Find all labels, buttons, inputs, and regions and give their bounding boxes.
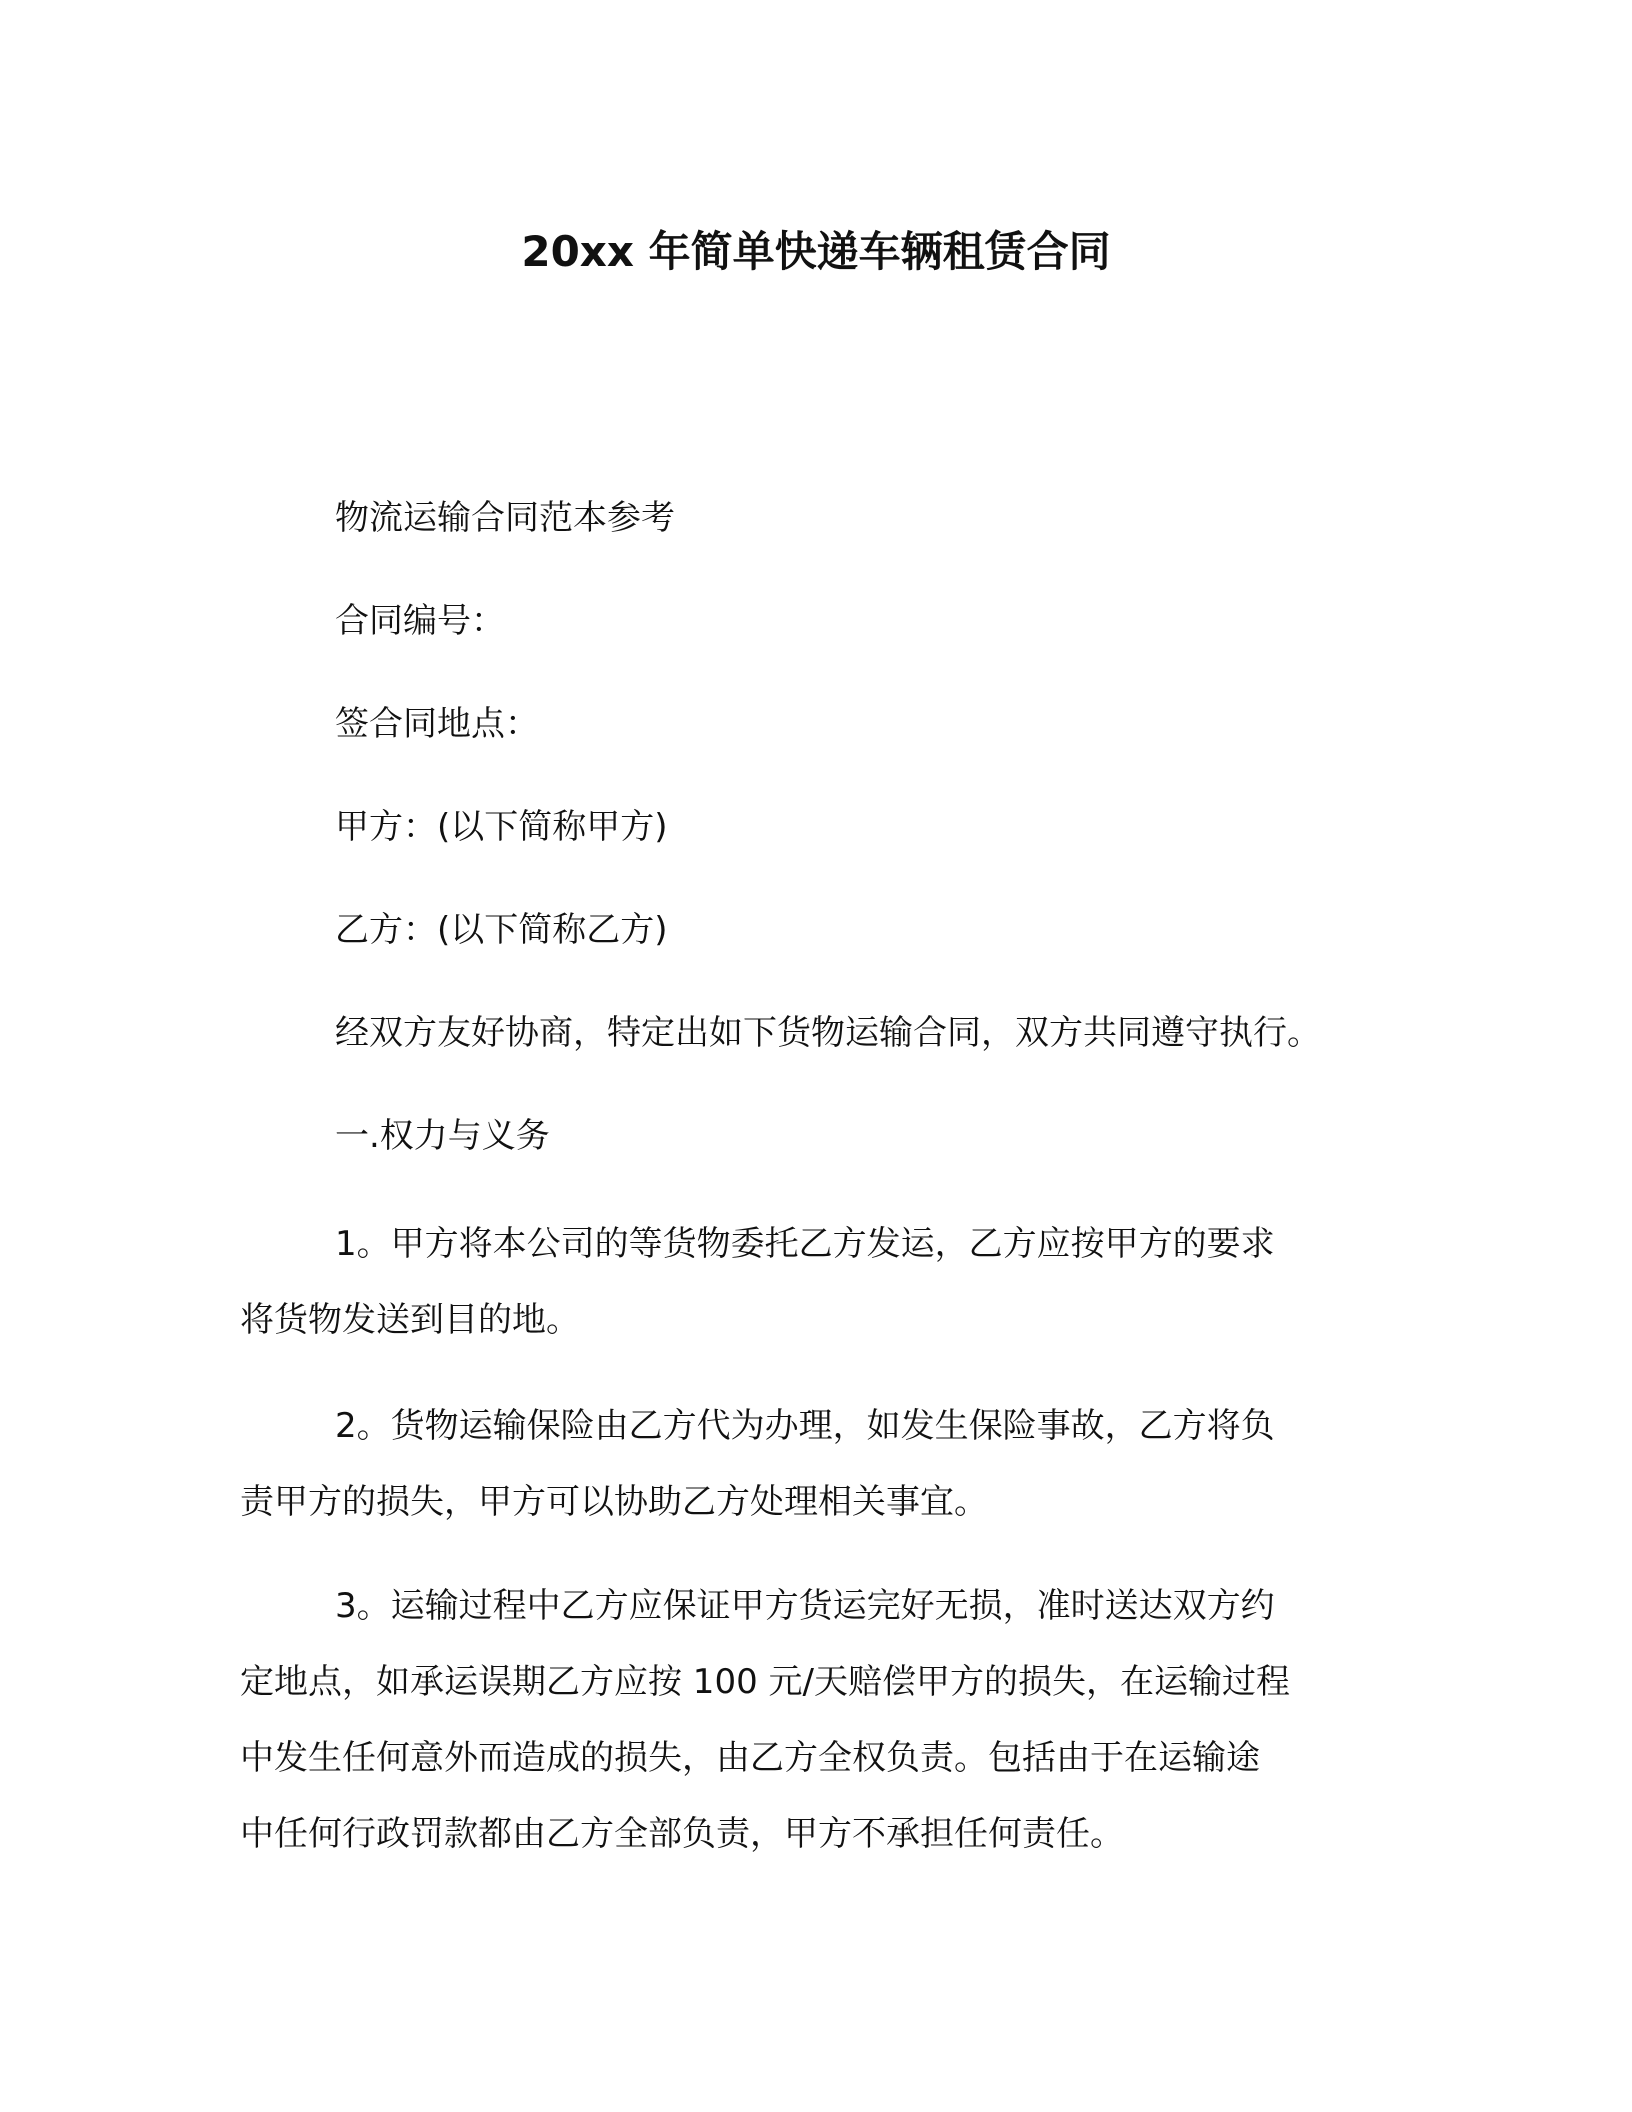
clause-3-line-2: 定地点，如承运误期乙方应按 100 元/天赔偿甲方的损失，在运输过程	[240, 1662, 1290, 1702]
contract-number-line: 合同编号：	[335, 601, 505, 641]
party-a-line: 甲方：(以下简称甲方)	[335, 807, 668, 847]
clause-1-line-1: 1。甲方将本公司的等货物委托乙方发运，乙方应按甲方的要求	[335, 1224, 1275, 1264]
clause-3-line-4: 中任何行政罚款都由乙方全部负责，甲方不承担任何责任。	[240, 1814, 1124, 1854]
clause-3	[240, 1568, 1390, 1872]
document-title: 20xx 年简单快递车辆租赁合同	[521, 227, 1111, 276]
signing-place-line: 签合同地点：	[335, 704, 539, 744]
clause-2	[240, 1388, 1390, 1540]
clause-1-line-2: 将货物发送到目的地。	[240, 1300, 580, 1340]
clause-3-line-1: 3。运输过程中乙方应保证甲方货运完好无损，准时送达双方约	[335, 1586, 1275, 1626]
section-heading: 一.权力与义务	[335, 1116, 550, 1156]
party-b-line: 乙方：(以下简称乙方)	[335, 910, 668, 950]
subtitle-line: 物流运输合同范本参考	[335, 498, 675, 538]
clause-2-line-1: 2。货物运输保险由乙方代为办理，如发生保险事故，乙方将负	[335, 1406, 1275, 1446]
agreement-intro-line: 经双方友好协商，特定出如下货物运输合同，双方共同遵守执行。	[335, 1013, 1321, 1053]
clause-3-line-3: 中发生任何意外而造成的损失，由乙方全权负责。包括由于在运输途	[240, 1738, 1260, 1778]
clause-1	[240, 1206, 1390, 1358]
clause-2-line-2: 责甲方的损失，甲方可以协助乙方处理相关事宜。	[240, 1482, 988, 1522]
